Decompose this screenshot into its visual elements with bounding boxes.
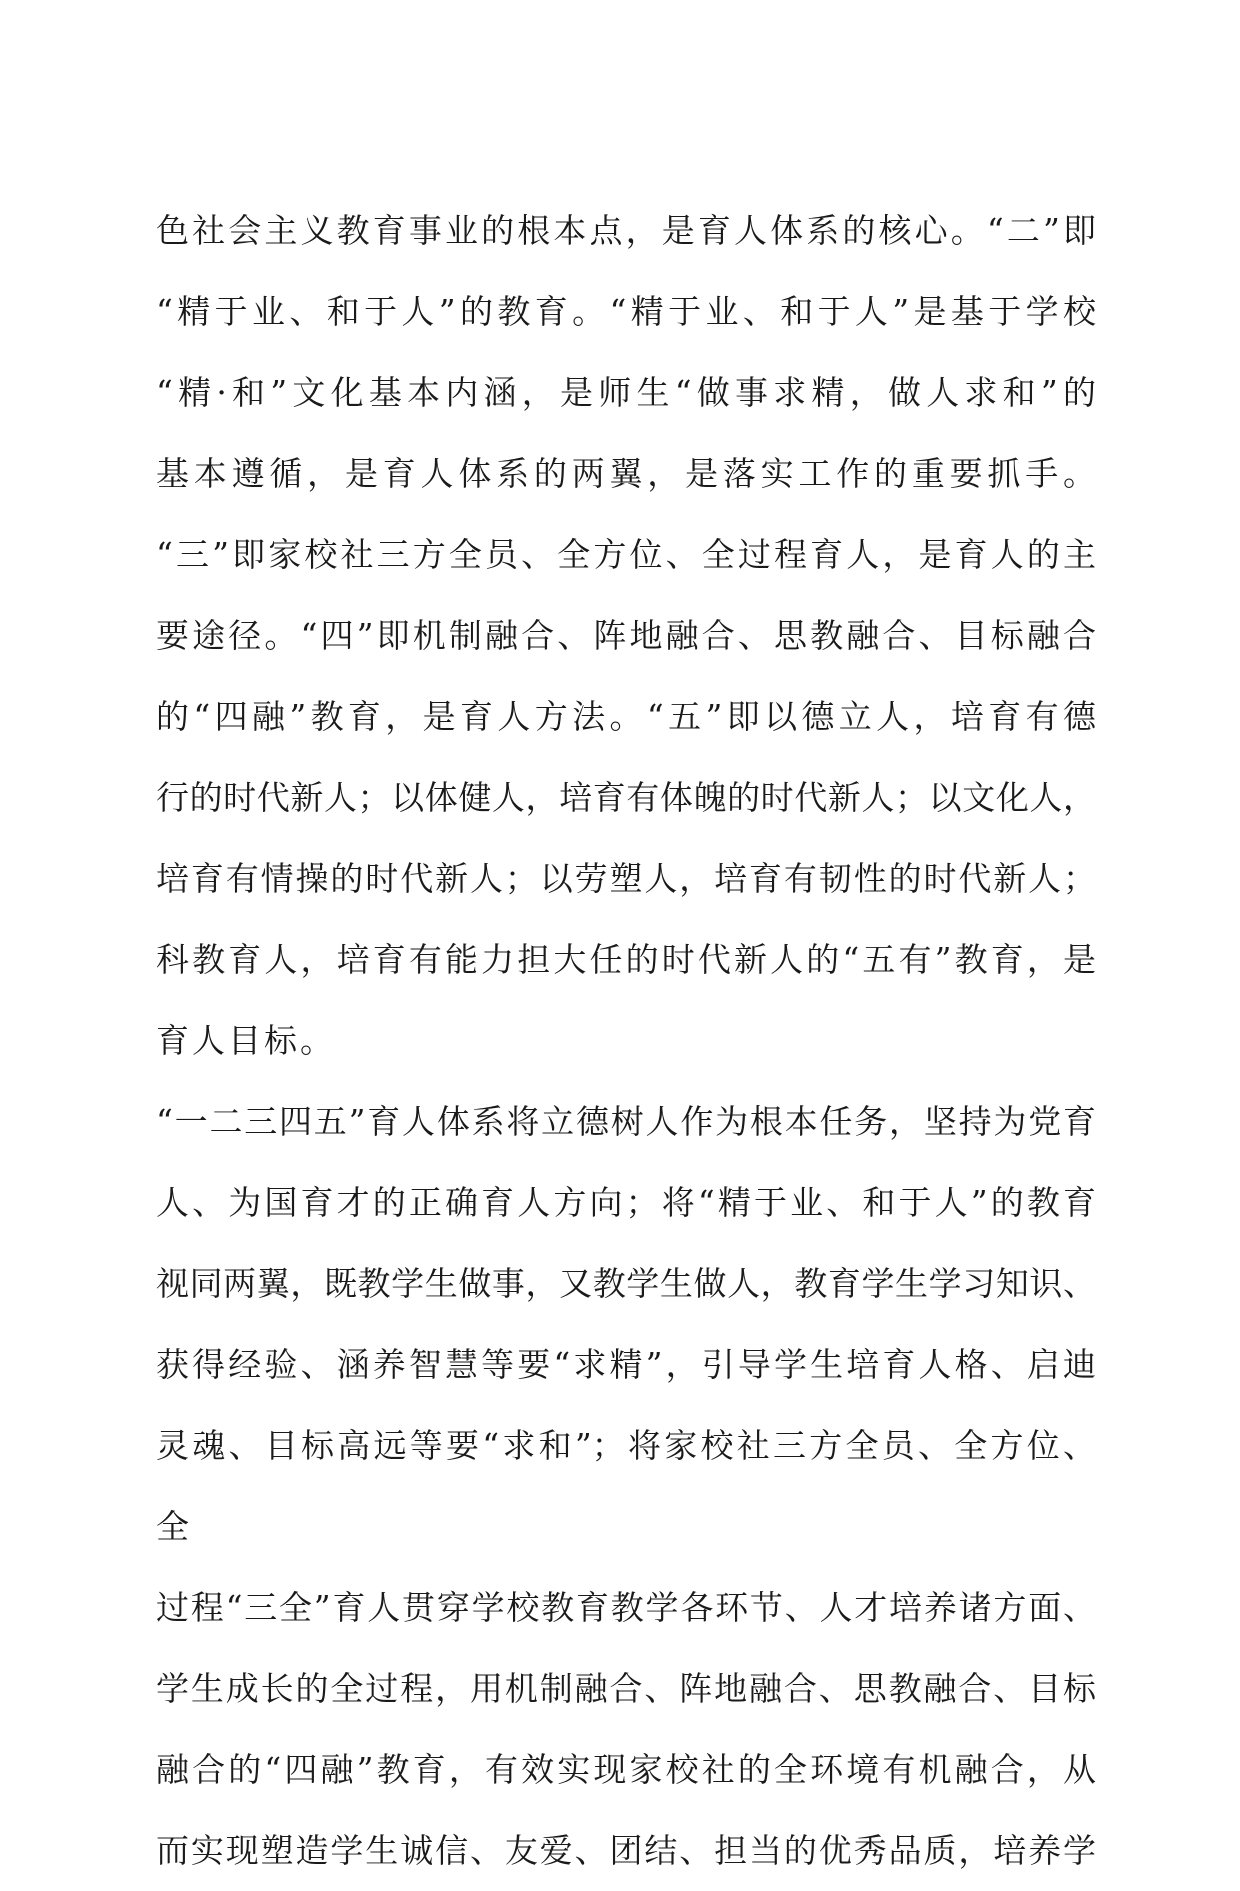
text-line: 过程“三全”育人贯穿学校教育教学各环节、人才培养诸方面、 — [156, 1588, 1096, 1627]
text-line: 基本遵循，是育人体系的两翼，是落实工作的重要抓手。 — [156, 454, 1096, 493]
text-line: 的“四融”教育，是育人方法。“五”即以德立人，培育有德 — [156, 697, 1096, 736]
text-line: 获得经验、涵养智慧等要“求精”，引导学生培育人格、启迪 — [156, 1345, 1096, 1384]
text-line: “一二三四五”育人体系将立德树人作为根本任务，坚持为党育 — [156, 1102, 1096, 1141]
text-line: 育人目标。 — [156, 1021, 336, 1060]
text-line: 科教育人，培育有能力担大任的时代新人的“五有”教育，是 — [156, 940, 1096, 979]
text-line: 要途径。“四”即机制融合、阵地融合、思教融合、目标融合 — [156, 616, 1096, 655]
text-line: 行的时代新人；以体健人，培育有体魄的时代新人；以文化人， — [156, 778, 1096, 817]
text-line: “三”即家校社三方全员、全方位、全过程育人，是育人的主 — [156, 535, 1096, 574]
text-line: 全 — [156, 1507, 192, 1546]
text-line: 灵魂、目标高远等要“求和”；将家校社三方全员、全方位、 — [156, 1426, 1096, 1465]
text-line: 色社会主义教育事业的根本点，是育人体系的核心。“二”即 — [156, 211, 1096, 250]
text-line: “精于业、和于人”的教育。“精于业、和于人”是基于学校 — [156, 292, 1096, 331]
text-line: 而实现塑造学生诚信、友爱、团结、担当的优秀品质，培养学 — [156, 1831, 1096, 1870]
text-line: “精·和”文化基本内涵，是师生“做事求精，做人求和”的 — [156, 373, 1096, 412]
text-line: 人、为国育才的正确育人方向；将“精于业、和于人”的教育 — [156, 1183, 1096, 1222]
text-line: 学生成长的全过程，用机制融合、阵地融合、思教融合、目标 — [156, 1669, 1096, 1708]
text-line: 培育有情操的时代新人；以劳塑人，培育有韧性的时代新人； — [156, 859, 1096, 898]
text-line: 视同两翼，既教学生做事，又教学生做人，教育学生学习知识、 — [156, 1264, 1096, 1303]
body-text — [156, 190, 1096, 1891]
text-line: 融合的“四融”教育，有效实现家校社的全环境有机融合，从 — [156, 1750, 1096, 1789]
